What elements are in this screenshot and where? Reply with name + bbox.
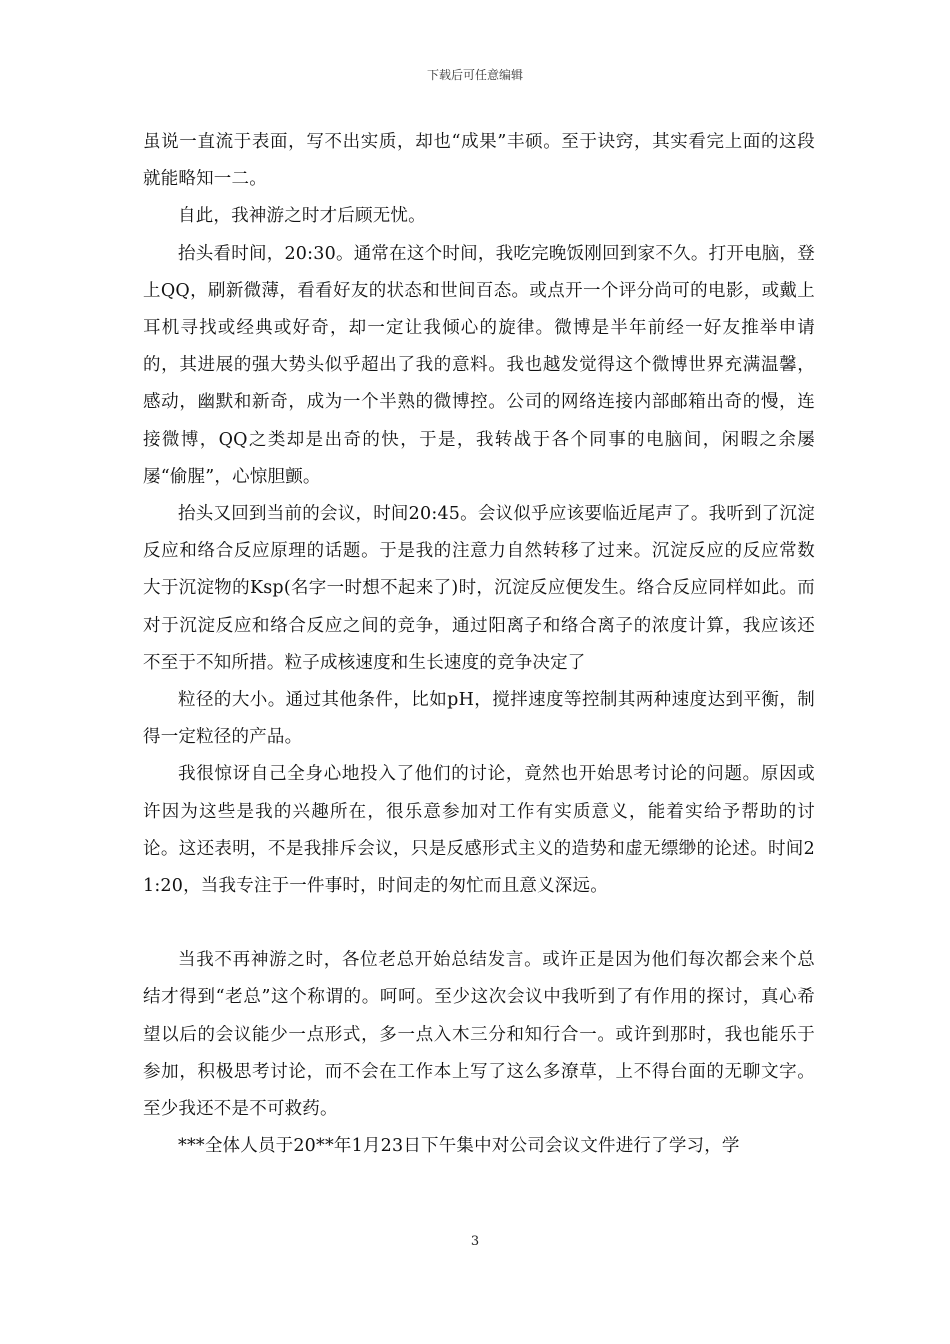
document-body xyxy=(143,124,815,1165)
page-number: 3 xyxy=(470,1234,480,1249)
paragraph-6: 我很惊讶自己全身心地投入了他们的讨论，竟然也开始思考讨论的问题。原因或许因为这些是我的兴趣所在，很乐意参加对工作有实质意义，能着实给予帮助的讨论。这还表明，不是我排斥会议，只是反感形式主义的造势和虚无缥缈的论述。时间21:20，当我专注于一件事时，时间走的匆忙而且意义深远。 xyxy=(143,764,815,897)
paragraph-5: 粒径的大小。通过其他条件，比如pH，搅拌速度等控制其两种速度达到平衡，制得一定粒径的产品。 xyxy=(143,690,815,748)
paragraph-gap xyxy=(143,905,815,942)
paragraph-1: 虽说一直流于表面，写不出实质，却也“成果”丰硕。至于诀窍，其实看完上面的这段就能略知一二。 xyxy=(143,132,815,190)
paragraph-7: 当我不再神游之时，各位老总开始总结发言。或许正是因为他们每次都会来个总结才得到“老总”这个称谓的。呵呵。至少这次会议中我听到了有作用的探讨，真心希望以后的会议能少一点形式，多一点入木三分和知行合一。或许到那时，我也能乐于参加，积极思考讨论，而不会在工作本上写了这么多潦草，上不得台面的无聊文字。至少我还不是不可救药。 xyxy=(143,950,815,1120)
paragraph-2: 自此，我神游之时才后顾无忧。 xyxy=(178,206,426,227)
page-header: 下载后可任意编辑 xyxy=(426,68,523,82)
paragraph-3: 抬头看时间，20:30。通常在这个时间，我吃完晚饭刚回到家不久。打开电脑，登上QQ，刷新微薄，看看好友的状态和世间百态。或点开一个评分尚可的电影，或戴上耳机寻找或经典或好奇，却一定让我倾心的旋律。微博是半年前经一好友推举申请的，其进展的强大势头似乎超出了我的意料。我也越发觉得这个微博世界充满温馨，感动，幽默和新奇，成为一个半熟的微博控。公司的网络连接内部邮箱出奇的慢，连接微博，QQ之类却是出奇的快，于是，我转战于各个同事的电脑间，闲暇之余屡屡“偷腥”，心惊胆颤。 xyxy=(143,243,815,487)
paragraph-8: ***全体人员于20**年1月23日下午集中对公司会议文件进行了学习，学 xyxy=(178,1136,740,1157)
paragraph-4: 抬头又回到当前的会议，时间20:45。会议似乎应该要临近尾声了。我听到了沉淀反应和络合反应原理的话题。于是我的注意力自然转移了过来。沉淀反应的反应常数大于沉淀物的Ksp(名字一时想不起来了)时，沉淀反应便发生。络合反应同样如此。而对于沉淀反应和络合反应之间的竞争，通过阳离子和络合离子的浓度计算，我应该还不至于不知所措。粒子成核速度和生长速度的竞争决定了 xyxy=(143,504,815,673)
